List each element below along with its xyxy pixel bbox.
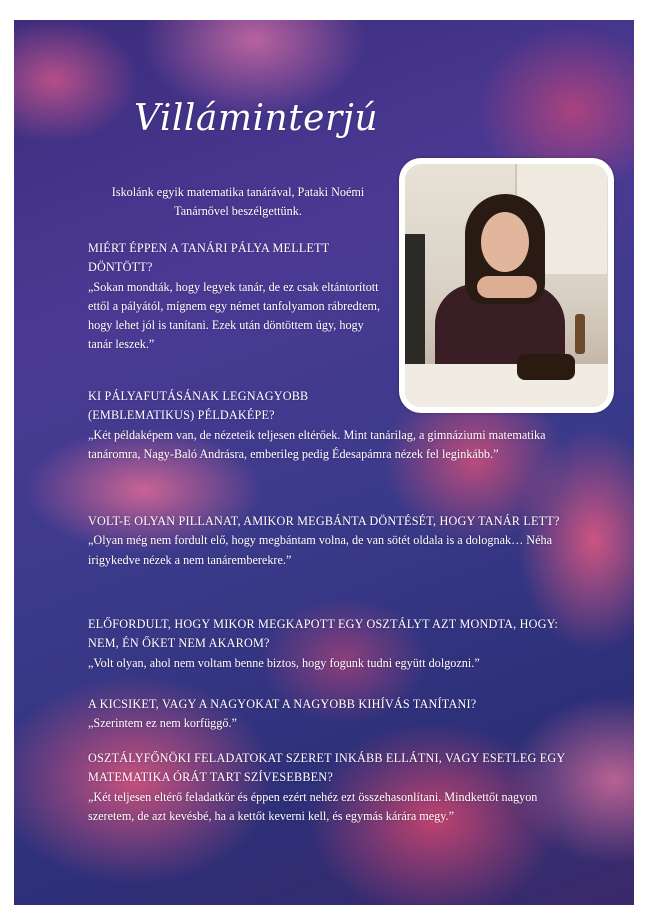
question: ELŐFORDULT, HOGY MIKOR MEGKAPOTT EGY OSZTÁLYT AZT MONDTA, HOGY: NEM, ÉN ŐKET NEM AKAROM? bbox=[88, 617, 559, 651]
photo-person-face bbox=[481, 212, 529, 272]
answer: „Két példaképem van, de nézeteik teljesen eltérőek. Mint tanárilag, a gimnáziumi matematika tanáromra, Nagy-Baló Andrásra, emberileg pedig Édesapámra nézek fel leginkább.” bbox=[88, 427, 546, 461]
answer: „Szerintem ez nem korfüggő.” bbox=[88, 716, 237, 731]
question: A KICSIKET, VAGY A NAGYOKAT A NAGYOBB KIHÍVÁS TANÍTANI? bbox=[88, 697, 477, 711]
photo-shadow-shape bbox=[405, 234, 425, 374]
intro-text: Iskolánk egyik matematika tanárával, Pataki Noémi Tanárnővel beszélgettünk. bbox=[111, 185, 365, 219]
article-page bbox=[14, 20, 634, 905]
question: MIÉRT ÉPPEN A TANÁRI PÁLYA MELLETT DÖNTÖTT? bbox=[88, 241, 330, 275]
qa-item bbox=[88, 512, 578, 570]
qa-item bbox=[88, 239, 388, 355]
article-title: Villáminterjú bbox=[134, 98, 379, 139]
answer: „Két teljesen eltérő feladatkör és éppen ezért nehéz ezt összehasonlítani. Mindkettőt nagyon szeretem, de azt kevésbé, ha a kettőt keverni kell, és egymás kárára megy.” bbox=[88, 789, 538, 823]
teacher-photo-frame bbox=[399, 158, 614, 413]
answer: „Olyan még nem fordult elő, hogy megbántam volna, de van sötét oldala is a dolognak… Néha irigykedve nézek a nem tanáremberekre.” bbox=[88, 533, 553, 567]
answer: „Volt olyan, ahol nem voltam benne biztos, hogy fogunk tudni együtt dolgozni.” bbox=[88, 655, 480, 670]
photo-bottle bbox=[575, 314, 585, 354]
answer: „Sokan mondták, hogy legyek tanár, de ez csak eltántorított ettől a pályától, mígnem egy német tanfolyamon rábredtem, hogy lehet jól is tanítani. Ezek után döntöttem úgy, hogy tanár leszek.” bbox=[88, 279, 381, 352]
teacher-photo bbox=[405, 164, 608, 407]
question: OSZTÁLYFŐNÖKI FELADATOKAT SZERET INKÁBB ELLÁTNI, VAGY ESETLEG EGY MATEMATIKA ÓRÁT TART SZÍVESEBBEN? bbox=[88, 751, 565, 785]
question: KI PÁLYAFUTÁSÁNAK LEGNAGYOBB (EMBLEMATIKUS) PÉLDAKÉPE? bbox=[88, 389, 309, 423]
question: VOLT-E OLYAN PILLANAT, AMIKOR MEGBÁNTA DÖNTÉSÉT, HOGY TANÁR LETT? bbox=[88, 514, 560, 528]
photo-person-hands bbox=[477, 276, 537, 298]
photo-birthday-cake bbox=[517, 354, 575, 380]
qa-item bbox=[88, 615, 578, 673]
qa-item bbox=[88, 749, 578, 826]
qa-item bbox=[88, 387, 578, 464]
qa-item bbox=[88, 695, 578, 734]
